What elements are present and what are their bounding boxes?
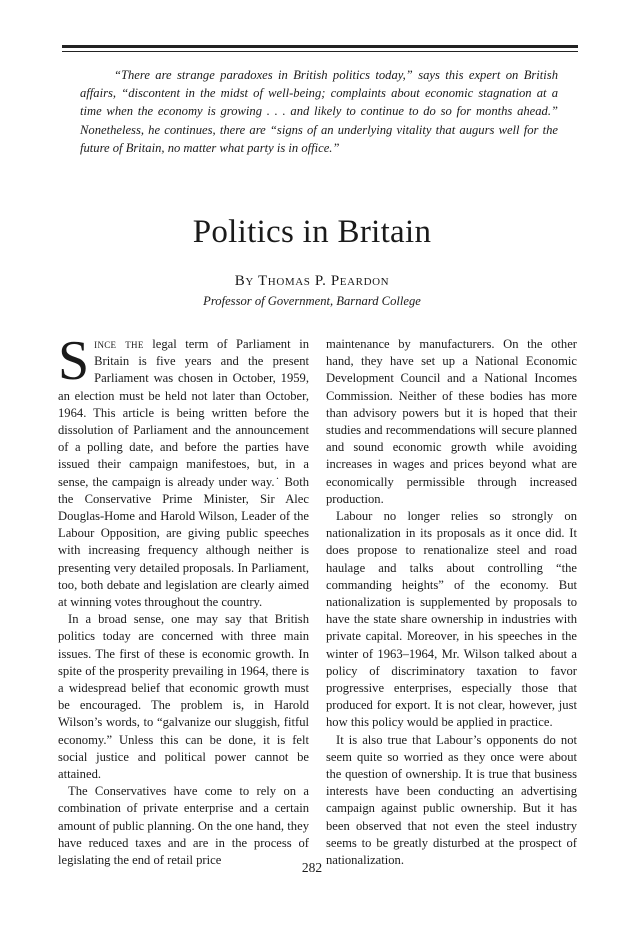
- paragraph-2: In a broad sense, one may say that British politics today are concerned with three main issues. The first of these is economic growth. In spite of the prosperity prevailing in 1964, there is a widespread belief that economic growth must be encouraged. The problem is, in Harold Wilson’s words, to “galvanize our sluggish, fitful economy.” Unless this can be done, it is felt social justice and political power cannot be attained.: [58, 612, 309, 782]
- drop-cap: S: [58, 330, 90, 392]
- column-right: [326, 336, 577, 869]
- paragraph-1: [58, 330, 309, 611]
- lead-small-caps: ince the: [94, 337, 144, 351]
- author-affiliation: Professor of Government, Barnard College: [203, 294, 421, 308]
- author-byline: By Thomas P. Peardon: [234, 273, 390, 289]
- paragraph-4: maintenance by manufacturers. On the other hand, they have set up a National Economic Development Council and a National Incomes Commission. Neither of these bodies has more than advisory powers but it is hoped that their studies and recommendations will secure planned and sound economic growth while avoiding increases in wages and prices beyond what are economically permissible through increased production.: [326, 337, 577, 506]
- paragraph-1-text: legal term of Parliament in Britain is five years and the present Parliament was chosen in October, 1959, an election must be held not later than October, 1964. This article is being written before the dissolution of Parliament and the announcement of a polling date, and before the parties have issued their campaign manifestoes, but, in a sense, the campaign is already under way.˙ Both the Conservative Prime Minister, Sir Alec Douglas-Home and Harold Wilson, Leader of the Labour Opposition, are giving public speeches with increasing frequency although neither is presenting very detailed proposals. In Parliament, too, both debate and legislation are clearly aimed at winning votes throughout the country.: [58, 337, 309, 610]
- header-rule-thick: [62, 45, 578, 48]
- page-number: 282: [301, 860, 323, 875]
- paragraph-3: The Conservatives have come to rely on a combination of private enterprise and a certain amount of public planning. On the one hand, they have reduced taxes and are in the process of legislating the end of retail price: [58, 784, 309, 868]
- paragraph-6: It is also true that Labour’s opponents do not seem quite so worried as they once were about the question of ownership. It is true that business interests have been conducting an advertising campaign against public ownership. But it has been observed that not even the steel industry seems to be greatly disturbed at the prospect of nationalization.: [326, 732, 577, 868]
- column-left: [58, 330, 309, 869]
- paragraph-5: Labour no longer relies so strongly on nationalization in its proposals as it once did. It does propose to renationalize steel and road haulage and talks about controlling “the commanding heights” of the economy. But nationalization is supplemented by proposals to have the state share ownership in industries with private capital. Moreover, in his speeches in the winter of 1963–1964, Mr. Wilson talked about a policy of discriminatory taxation to favor progressive enterprises, especially those that produced for export. It is not clear, however, just how this policy would be applied in practice.: [326, 509, 577, 730]
- intro-blurb: “There are strange paradoxes in British politics today,” says this expert on British affairs, “discontent in the midst of well-being; complaints about economic stagnation at a time when the economy is growing . . . and likely to continue to do so for months ahead.” Nonetheless, he continues, there are “signs of an underlying vitality that augurs well for the future of Britain, no matter what party is in office.”: [80, 68, 558, 155]
- article-title: Politics in Britain: [192, 214, 432, 250]
- header-rule-thin: [62, 51, 578, 52]
